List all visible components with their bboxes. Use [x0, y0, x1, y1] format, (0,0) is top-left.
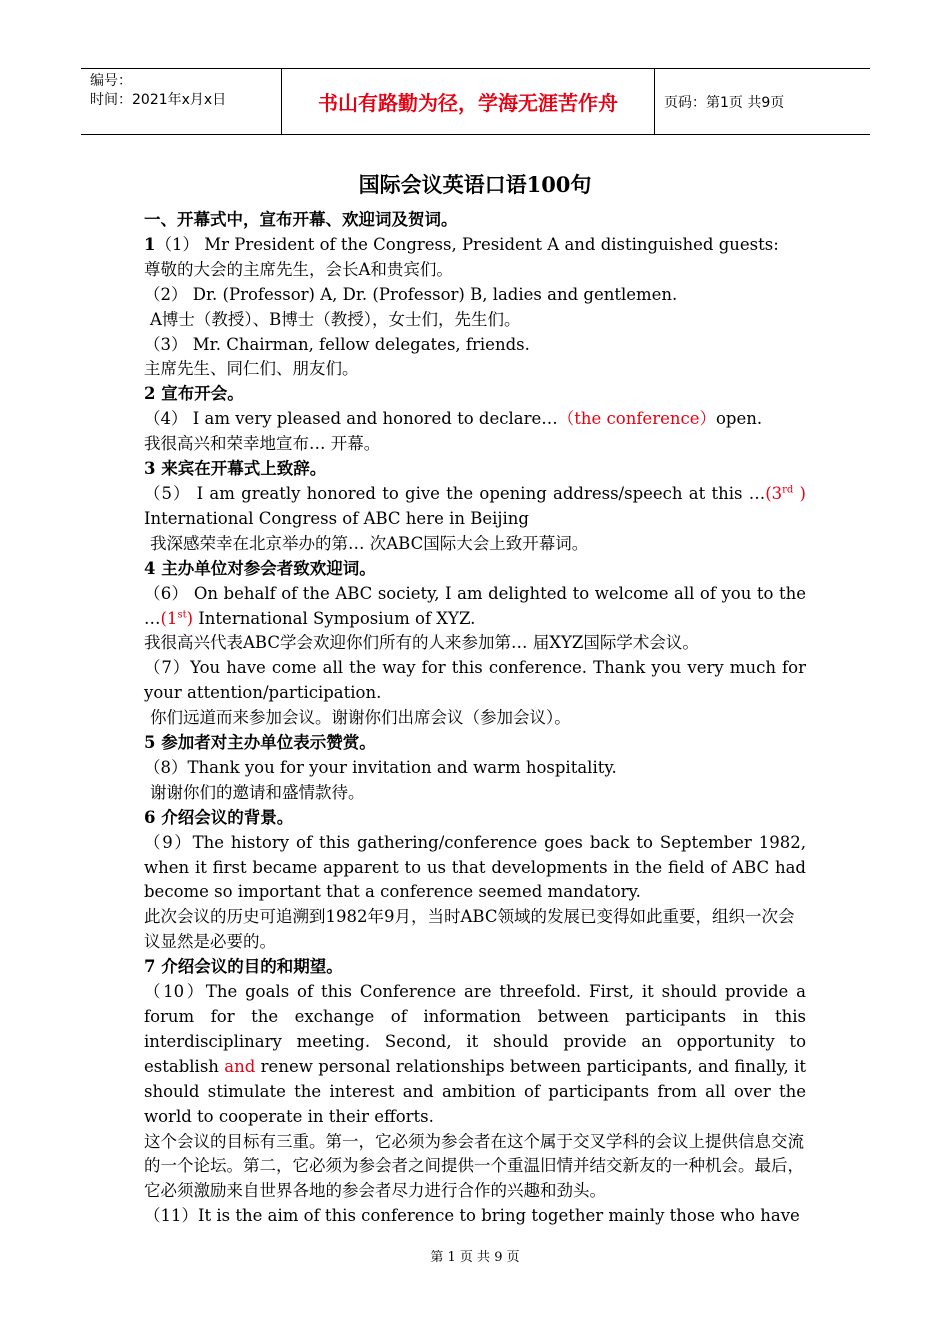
en-text: （1） Mr President of the Congress, President A and distinguished guests:: [155, 234, 779, 254]
en-text: （4） I am very pleased and honored to declare…: [144, 409, 558, 429]
ordinal-close: ): [793, 483, 806, 503]
ordinal-close: ): [186, 608, 194, 628]
paragraph-10-en: [144, 980, 806, 1129]
paragraph-8-zh: 谢谢你们的邀请和盛情款待。: [150, 782, 365, 802]
paragraph-6-zh: 我很高兴代表ABC学会欢迎你们所有的人来参加第… 届XYZ国际学术会议。: [144, 633, 699, 653]
highlight-text: （the conference）: [557, 409, 716, 429]
document-title: 国际会议英语口语100句: [358, 172, 592, 197]
paragraph-1-zh: 尊敬的大会的主席先生，会长A和贵宾们。: [144, 259, 453, 279]
heading-7: 7 介绍会议的目的和期望。: [144, 957, 343, 977]
paragraph-5-zh: 我深感荣幸在北京举办的第… 次ABC国际大会上致开幕词。: [150, 533, 589, 553]
paragraph-3-en: （3） Mr. Chairman, fellow delegates, friends.: [144, 334, 530, 354]
paragraph-4-zh: 我很高兴和荣幸地宣布… 开幕。: [144, 434, 381, 454]
paragraph-10-zh: 这个会议的目标有三重。第一，它必须为参会者在这个属于交叉学科的会议上提供信息交流的一个论坛。第二，它必须为参会者之间提供一个重温旧情并结交新友的一种机会。最后，它必须激励来自世界各地的参会者尽力进行合作的兴趣和劲头。: [144, 1131, 804, 1201]
time-label: 时间：2021年x月x日: [90, 92, 227, 108]
en-text: （6） On behalf of the ABC society, I am delighted to welcome all of you to the …: [144, 583, 806, 628]
document-body: [144, 208, 806, 1229]
paragraph-3-zh: 主席先生、同仁们、朋友们。: [144, 359, 359, 379]
paragraph-4-en: [144, 407, 806, 432]
header-page-info: 页码：第1页 共9页: [664, 94, 785, 111]
highlight-text: and: [224, 1056, 256, 1076]
paragraph-2-en: （2） Dr. (Professor) A, Dr. (Professor) B, ladies and gentlemen.: [144, 284, 678, 304]
header-meta: [81, 69, 282, 134]
en-text: （10）The goals of this Conference are threefold. First, it should provide a forum for the exchange of information between participants in this interdisciplinary meeting. Second, it should provide an opportunity to establish: [144, 982, 806, 1076]
en-text: open.: [715, 409, 763, 429]
paragraph-9-en: （9）The history of this gathering/conference goes back to September 1982, when it first became apparent to us that developments in the field of ABC had become so important that a conference seemed mandatory.: [144, 832, 806, 902]
item-number: 1: [144, 234, 156, 254]
header-motto: 书山有路勤为径，学海无涯苦作舟: [282, 69, 655, 134]
paragraph-7-zh: 你们远道而来参加会议。谢谢你们出席会议（参加会议）。: [150, 708, 571, 728]
paragraph-9-zh: 此次会议的历史可追溯到1982年9月，当时ABC领域的发展已变得如此重要，组织一次会议显然是必要的。: [144, 907, 795, 952]
paragraph-5-en: [144, 482, 806, 532]
heading-5: 5 参加者对主办单位表示赞赏。: [144, 733, 376, 753]
ordinal-number: (3: [765, 483, 783, 503]
paragraph-11-en: （11）It is the aim of this conference to bring together mainly those who have: [144, 1206, 800, 1226]
highlight-text: [765, 484, 806, 503]
section-heading-1: 一、开幕式中，宣布开幕、欢迎词及贺词。: [144, 210, 458, 229]
paragraph-1-en: [144, 233, 806, 258]
paragraph-8-en: （8）Thank you for your invitation and warm hospitality.: [144, 757, 617, 777]
ordinal-suffix: st: [177, 609, 187, 620]
heading-3: 3 来宾在开幕式上致辞。: [144, 459, 327, 479]
en-text: （5） I am greatly honored to give the opening address/speech at this …: [144, 483, 766, 503]
ordinal-suffix: rd: [782, 484, 794, 496]
page-header: [81, 68, 870, 135]
heading-4: 4 主办单位对参会者致欢迎词。: [144, 558, 376, 578]
en-text: renew personal relationships between participants, and finally, it should stimulate the interest and ambition of participants from all over the world to cooperate in their efforts.: [144, 1056, 806, 1126]
en-text: International Symposium of XYZ.: [193, 608, 476, 628]
number-label: 编号：: [90, 73, 132, 89]
page-footer: 第 1 页 共 9 页: [430, 1250, 520, 1265]
paragraph-2-zh: A博士（教授）、B博士（教授），女士们，先生们。: [150, 309, 521, 329]
highlight-text: [161, 609, 194, 628]
en-text: International Congress of ABC here in Beijing: [144, 508, 529, 528]
heading-6: 6 介绍会议的背景。: [144, 807, 294, 827]
paragraph-6-en: [144, 582, 806, 632]
heading-2: 2 宣布开会。: [144, 384, 244, 404]
paragraph-7-en: （7）You have come all the way for this conference. Thank you very much for your attention/participation.: [144, 658, 806, 703]
ordinal-number: (1: [160, 608, 178, 628]
